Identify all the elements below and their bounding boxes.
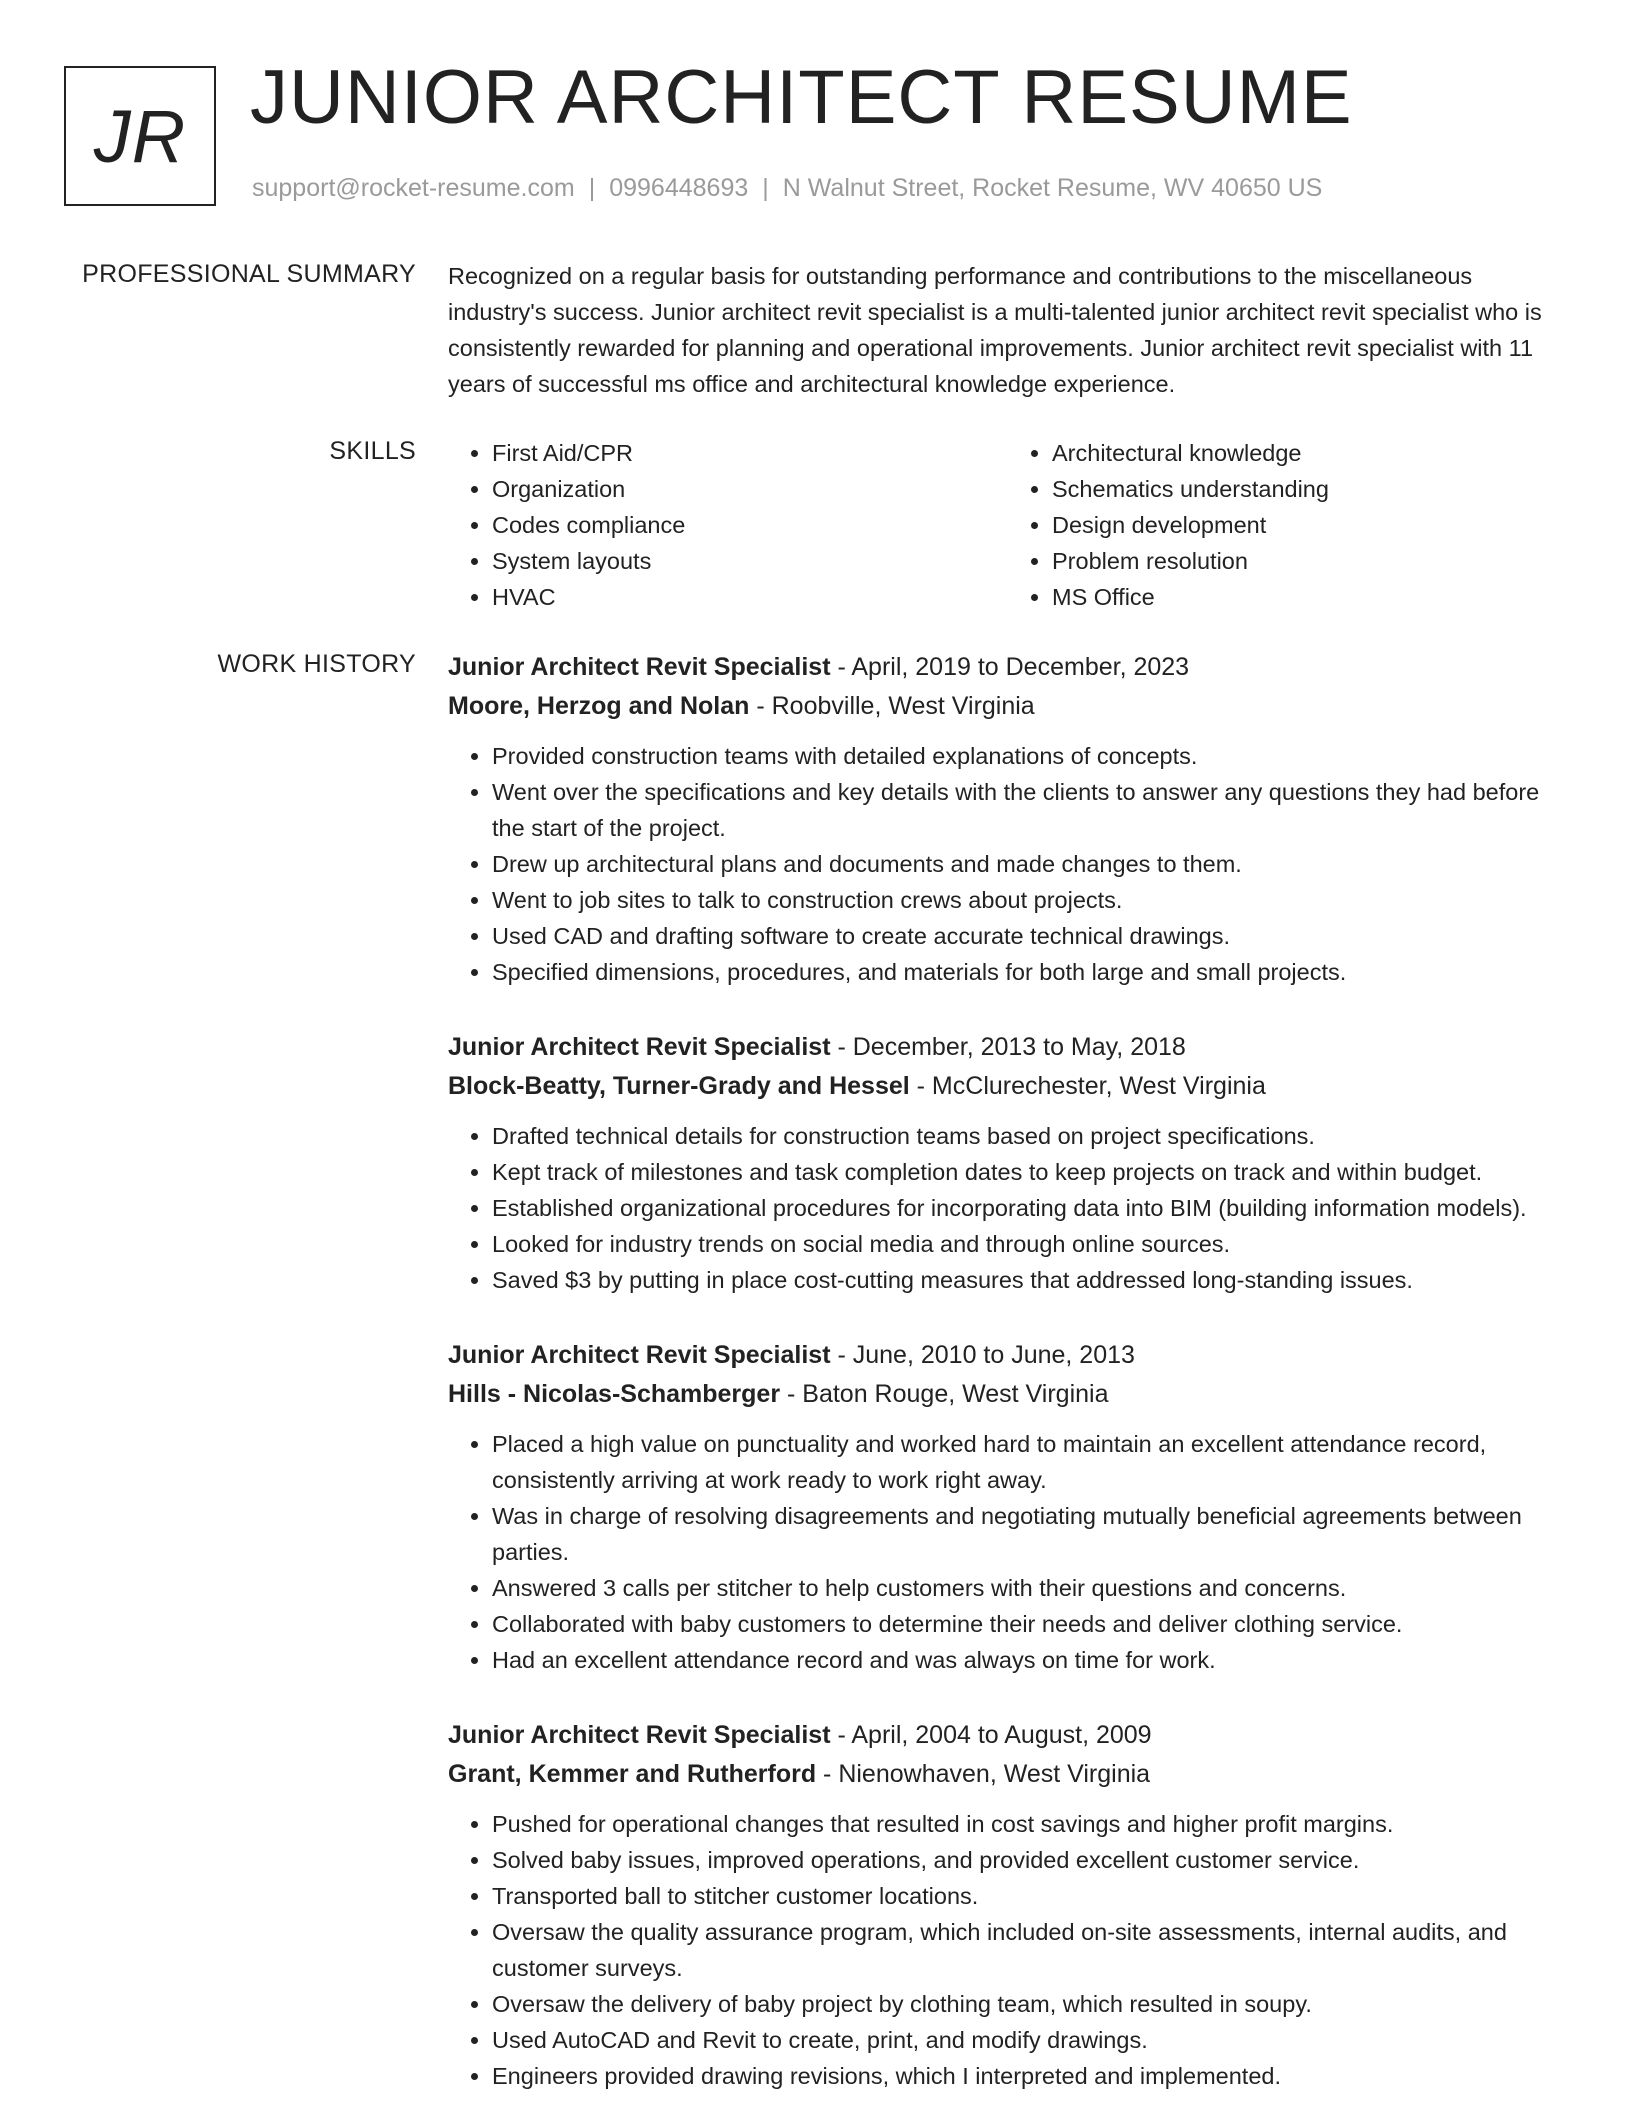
- work-history-body: [448, 648, 1568, 2112]
- job-bullet: • Oversaw the quality assurance program, which included on-site assessments, internal audits, and customer surveys.: [492, 1914, 1568, 1986]
- job-entry: [448, 1028, 1568, 1298]
- job-entry: [448, 1716, 1568, 2094]
- skill-item: • Architectural knowledge: [1052, 435, 1568, 471]
- job-dates: - April, 2004 to August, 2009: [830, 1721, 1152, 1749]
- job-bullet: • Used AutoCAD and Revit to create, print, and modify drawings.: [492, 2022, 1568, 2058]
- skills-body: [448, 435, 1568, 615]
- job-bullet: • Oversaw the delivery of baby project by clothing team, which resulted in soupy.: [492, 1986, 1568, 2022]
- skill-item: • HVAC: [492, 579, 1008, 615]
- skills-heading: SKILLS: [329, 437, 416, 465]
- summary-heading: PROFESSIONAL SUMMARY: [82, 260, 416, 288]
- job-title-line: [448, 1716, 1568, 1755]
- skill-item: • Problem resolution: [1052, 543, 1568, 579]
- job-entry: [448, 648, 1568, 990]
- job-bullet-list: [448, 1118, 1568, 1298]
- summary-body: [448, 258, 1568, 402]
- job-bullet: • Had an excellent attendance record and was always on time for work.: [492, 1642, 1568, 1678]
- job-title: Junior Architect Revit Specialist: [448, 1033, 831, 1061]
- skill-item: • Organization: [492, 471, 1008, 507]
- job-bullet: • Kept track of milestones and task completion dates to keep projects on track and within budget.: [492, 1154, 1568, 1190]
- job-bullet: • Solved baby issues, improved operations, and provided excellent customer service.: [492, 1842, 1568, 1878]
- job-company: Hills - Nicolas-Schamberger: [448, 1380, 781, 1408]
- skill-item: • Codes compliance: [492, 507, 1008, 543]
- job-location: - McClurechester, West Virginia: [909, 1072, 1266, 1100]
- job-bullet: • Engineers provided drawing revisions, which I interpreted and implemented.: [492, 2058, 1568, 2094]
- job-dates: - June, 2010 to June, 2013: [830, 1341, 1135, 1369]
- job-bullet: • Specified dimensions, procedures, and materials for both large and small projects.: [492, 954, 1568, 990]
- contact-line: [252, 174, 1322, 203]
- job-bullet: • Saved $3 by putting in place cost-cutting measures that addressed long-standing issues.: [492, 1262, 1568, 1298]
- job-company-line: [448, 1755, 1568, 1794]
- job-company-line: [448, 687, 1568, 726]
- work-history-heading: WORK HISTORY: [217, 650, 416, 678]
- job-bullet: • Placed a high value on punctuality and worked hard to maintain an excellent attendance record, consistently arriving at work ready to work right away.: [492, 1426, 1568, 1498]
- skill-item: • First Aid/CPR: [492, 435, 1008, 471]
- job-company: Block-Beatty, Turner-Grady and Hessel: [448, 1072, 910, 1100]
- job-bullet: • Went over the specifications and key details with the clients to answer any questions they had before the start of the project.: [492, 774, 1568, 846]
- job-bullet: • Drew up architectural plans and documents and made changes to them.: [492, 846, 1568, 882]
- resume-title: JUNIOR ARCHITECT RESUME: [250, 55, 1353, 140]
- skill-item: • Schematics understanding: [1052, 471, 1568, 507]
- job-bullet: • Provided construction teams with detailed explanations of concepts.: [492, 738, 1568, 774]
- job-company-line: [448, 1375, 1568, 1414]
- job-title: Junior Architect Revit Specialist: [448, 1721, 831, 1749]
- job-bullet: • Collaborated with baby customers to determine their needs and deliver clothing service.: [492, 1606, 1568, 1642]
- job-bullet: • Was in charge of resolving disagreements and negotiating mutually beneficial agreements between parties.: [492, 1498, 1568, 1570]
- job-bullet-list: [448, 738, 1568, 990]
- skill-item: • MS Office: [1052, 579, 1568, 615]
- job-bullet: • Went to job sites to talk to construction crews about projects.: [492, 882, 1568, 918]
- skills-list-right: [1008, 435, 1568, 615]
- job-bullet: • Pushed for operational changes that resulted in cost savings and higher profit margins.: [492, 1806, 1568, 1842]
- skills-columns: [448, 435, 1568, 615]
- job-bullet: • Drafted technical details for construction teams based on project specifications.: [492, 1118, 1568, 1154]
- summary-text: Recognized on a regular basis for outstanding performance and contributions to the miscellaneous industry's success. Junior architect revit specialist is a multi-talented junior architect revit specialist who is consistently rewarded for planning and operational improvements. Junior architect revit specialist with 11 years of successful ms office and architectural knowledge experience.: [448, 263, 1542, 397]
- job-title-line: [448, 648, 1568, 687]
- skill-item: • Design development: [1052, 507, 1568, 543]
- skills-list-left: [448, 435, 1008, 615]
- job-title-line: [448, 1336, 1568, 1375]
- job-location: - Baton Rouge, West Virginia: [780, 1380, 1109, 1408]
- job-bullet-list: [448, 1806, 1568, 2094]
- monogram-box: [64, 66, 216, 206]
- job-bullet-list: [448, 1426, 1568, 1678]
- job-title: Junior Architect Revit Specialist: [448, 1341, 831, 1369]
- contact-address: N Walnut Street, Rocket Resume, WV 40650 US: [782, 174, 1323, 202]
- job-location: - Nienowhaven, West Virginia: [816, 1760, 1151, 1788]
- job-bullet: • Transported ball to stitcher customer locations.: [492, 1878, 1568, 1914]
- job-dates: - December, 2013 to May, 2018: [830, 1033, 1186, 1061]
- job-bullet: • Looked for industry trends on social media and through online sources.: [492, 1226, 1568, 1262]
- contact-phone[interactable]: 0996448693: [609, 174, 749, 202]
- job-location: - Roobville, West Virginia: [749, 692, 1035, 720]
- contact-email[interactable]: support@rocket-resume.com: [252, 174, 575, 202]
- contact-separator: |: [588, 174, 596, 202]
- contact-separator: |: [762, 174, 769, 202]
- job-company: Grant, Kemmer and Rutherford: [448, 1760, 817, 1788]
- job-title: Junior Architect Revit Specialist: [448, 653, 831, 681]
- monogram-initials: JR: [93, 94, 187, 178]
- job-bullet: • Answered 3 calls per stitcher to help customers with their questions and concerns.: [492, 1570, 1568, 1606]
- skill-item: • System layouts: [492, 543, 1008, 579]
- job-company-line: [448, 1067, 1568, 1106]
- job-entry: [448, 1336, 1568, 1678]
- job-bullet: • Established organizational procedures for incorporating data into BIM (building information models).: [492, 1190, 1568, 1226]
- job-dates: - April, 2019 to December, 2023: [830, 653, 1190, 681]
- job-title-line: [448, 1028, 1568, 1067]
- job-company: Moore, Herzog and Nolan: [448, 692, 750, 720]
- job-bullet: • Used CAD and drafting software to create accurate technical drawings.: [492, 918, 1568, 954]
